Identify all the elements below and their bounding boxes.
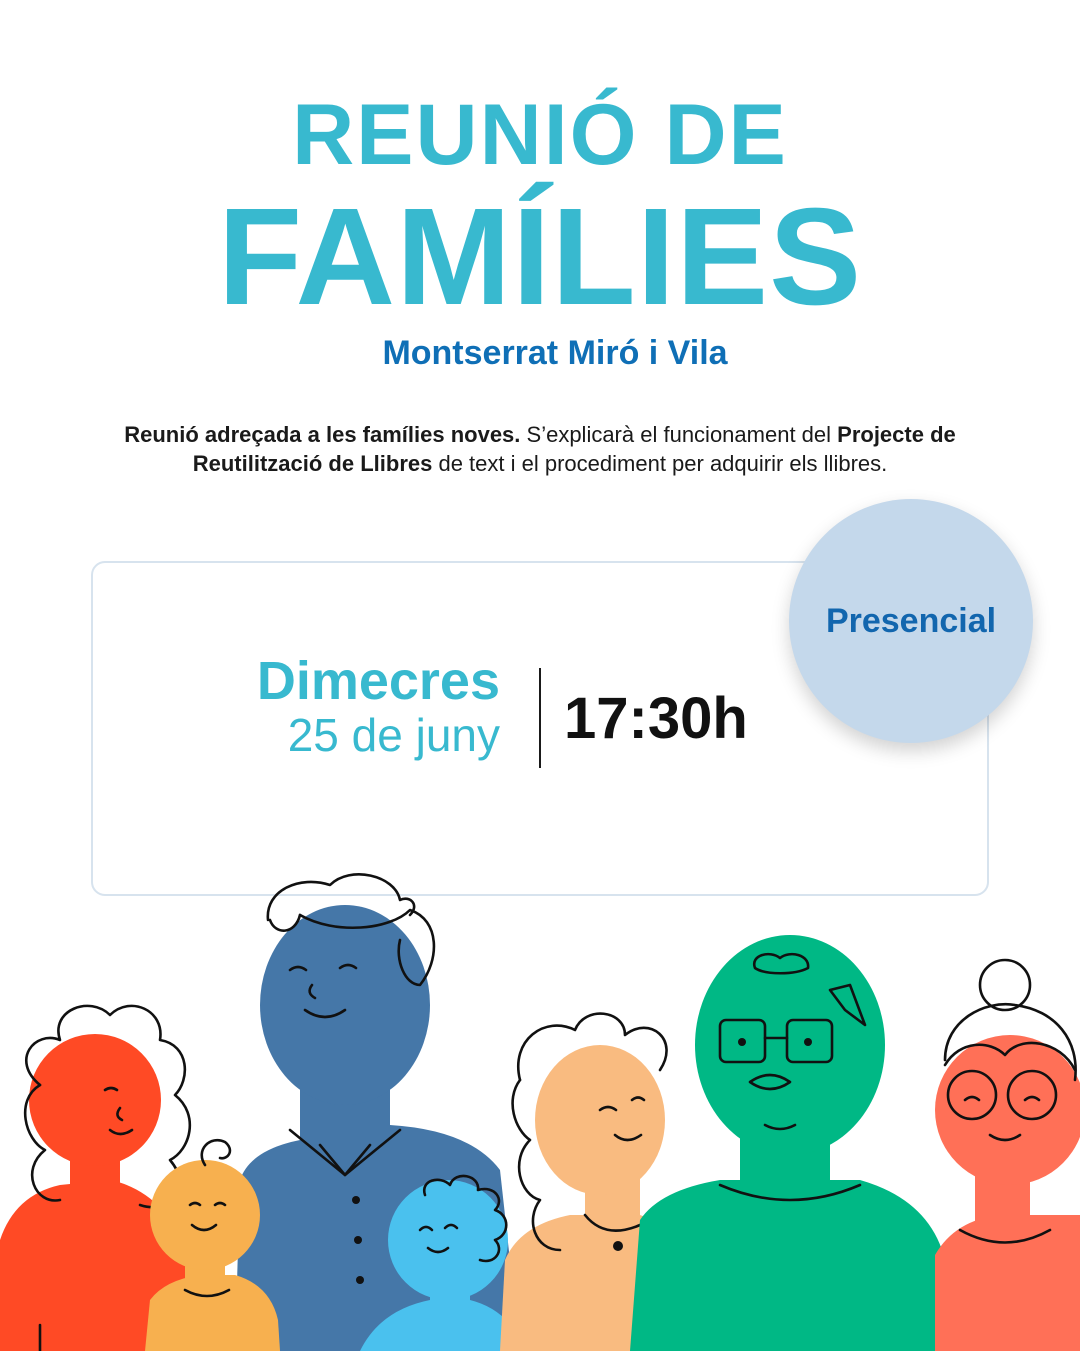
event-time: 17:30h <box>564 686 748 751</box>
mode-badge: Presencial <box>789 499 1033 743</box>
title-line-2: FAMÍLIES <box>217 180 863 334</box>
event-date: 25 de juny <box>287 709 500 761</box>
description-bold-project: Projecte de Reutilització de Llibres <box>192 422 956 476</box>
description-text-2: de text i el procediment per adquirir els llibres. <box>432 451 888 476</box>
title-line-1: REUNIÓ DE <box>292 87 788 183</box>
description <box>120 420 960 478</box>
school-name: Montserrat Miró i Vila <box>382 334 728 372</box>
event-day: Dimecres <box>256 651 500 711</box>
event-divider <box>539 668 541 768</box>
families-illustration <box>0 870 1080 1351</box>
grandma-coral-figure <box>935 960 1080 1351</box>
description-text-1: S’explicarà el funcionament del <box>520 422 838 447</box>
man-green-figure <box>630 935 945 1351</box>
description-bold-intro: Reunió adreçada a les famílies noves. <box>124 422 521 447</box>
